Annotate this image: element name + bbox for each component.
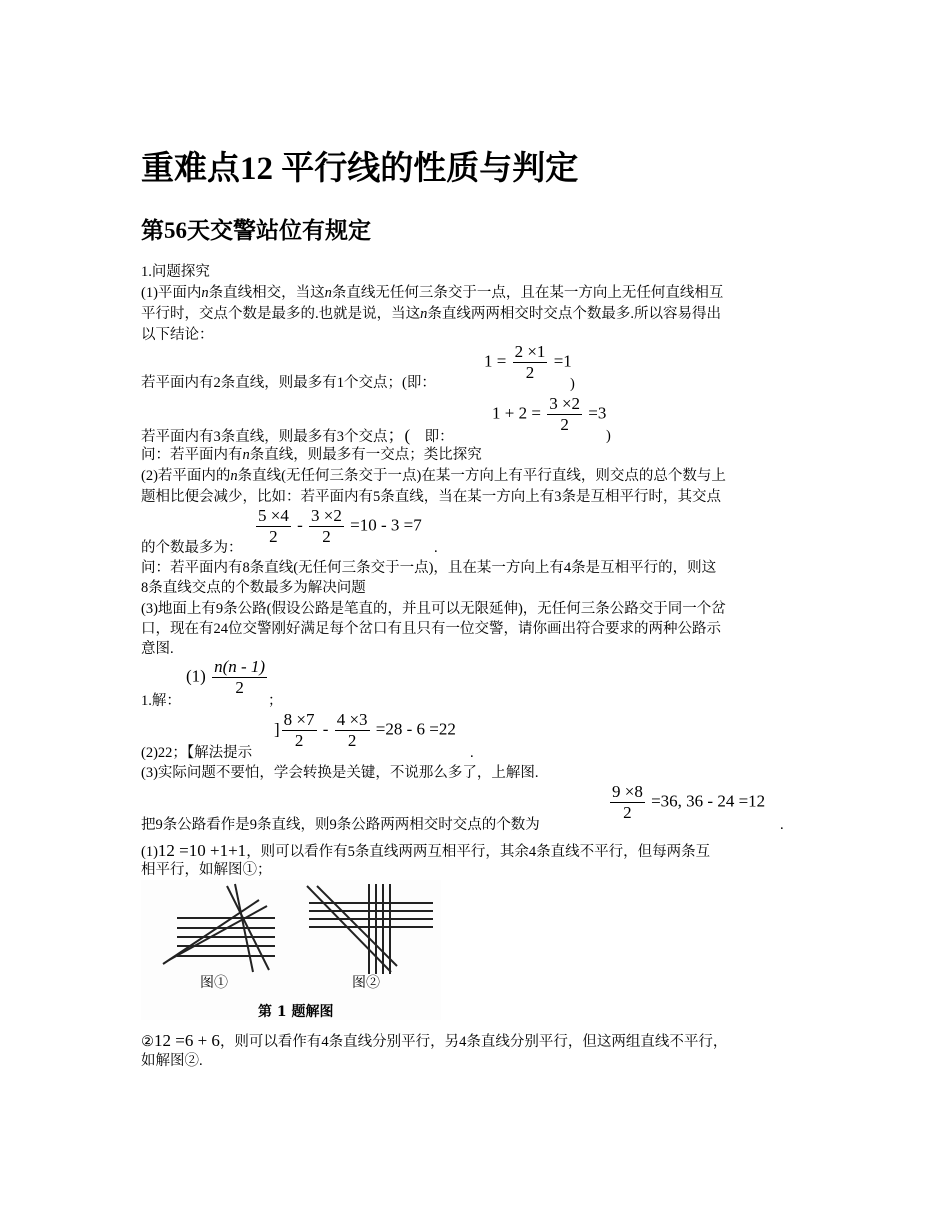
p2-line3: 的个数最多为： <box>141 540 243 556</box>
figure-caption: 第 1 题解图 <box>258 1004 334 1020</box>
answer-3-dot: . <box>780 817 784 833</box>
problem-heading: 1.问题探究 <box>141 264 210 280</box>
answer-2-formula: ] $\frac{8 \times 7}{2}$ - $\frac{4 \times 3}{2}$ =28 - 6 =22 <box>274 710 456 750</box>
p3-line1: (3)地面上有9条公路(假设公路是笔直的，并且可以无限延伸)，无任何三条公路交于同一个岔 <box>141 601 726 617</box>
solution-figure <box>141 880 441 1020</box>
p2-dot: . <box>434 540 438 556</box>
case-1-line2: 相平行，如解图①； <box>141 862 272 878</box>
formula-two-lines: 1 = $\frac{2 \times 1}{2}$ =1 <box>484 342 572 382</box>
section-subtitle: 第56天交警站位有规定 <box>141 218 371 243</box>
figure-2-label: 图② <box>352 975 380 991</box>
p2-line2: 题相比便会减少，比如：若平面内有5条直线，当在某一方向上有3条是互相平行时，其交点 <box>141 489 721 505</box>
question-2-line2: 8条直线交点的个数最多为解决问题 <box>141 580 366 596</box>
p1-line2: 平行时，交点个数是最多的.也就是说，当这n条直线两两相交时交点个数最多.所以容易得出 <box>141 306 721 322</box>
two-lines-text: 若平面内有2条直线，则最多有1个交点；(即： <box>141 375 436 391</box>
case-2-line1: ②12 =6 + 6，则可以看作有4条直线分别平行，另4条直线分别平行，但这两组直线不平行， <box>141 1031 728 1050</box>
p3-line3: 意图. <box>141 641 174 657</box>
question-2-line1: 问：若平面内有8条直线(无任何三条交于一点)，且在某一方向上有4条是互相平行的，则这 <box>141 560 717 576</box>
p3-line2: 口，现在有24位交警刚好满足每个岔口有且只有一位交警，请你画出符合要求的两种公路示 <box>141 621 721 637</box>
answer-1-semicolon: ； <box>268 693 283 709</box>
case-1-line1: (1)12 =10 +1+1，则可以看作有5条直线两两互相平行，其余4条直线不平行，但每两条互 <box>141 841 711 860</box>
three-lines-close: ) <box>606 428 611 444</box>
answer-3-formula: $\frac{9 \times 8}{2}$ =36, 36 - 24 =12 <box>612 782 766 822</box>
three-lines-text: 若平面内有3条直线，则最多有3个交点；( 即： <box>141 426 454 445</box>
answer-label: 1.解： <box>141 693 181 709</box>
formula-five-lines: $\frac{5 \times 4}{2}$ - $\frac{3 \times 2}{2}$ =10 - 3 =7 <box>258 506 422 546</box>
answer-1-formula: (1) $\frac{n(n - 1)}{2}$ <box>186 657 266 697</box>
case-2-line2: 如解图②. <box>141 1053 203 1069</box>
p2-line1: (2)若平面内的n条直线(无任何三条交于一点)在某一方向上有平行直线，则交点的总个数与上 <box>141 468 726 484</box>
answer-2-dot: . <box>470 745 474 761</box>
p1-line3: 以下结论： <box>141 327 214 343</box>
formula-three-lines: 1 + 2 = $\frac{3 \times 2}{2}$ =3 <box>492 394 607 434</box>
answer-2-text: (2)22；【解法提示 <box>141 745 253 761</box>
two-lines-close: ) <box>570 376 575 392</box>
page-title: 重难点12 平行线的性质与判定 <box>141 151 579 187</box>
answer-3-line1: (3)实际问题不要怕，学会转换是关键，不说那么多了，上解图. <box>141 765 539 781</box>
p1-line1: (1)平面内n条直线相交，当这n条直线无任何三条交于一点，且在某一方向上无任何直线相互 <box>141 285 724 301</box>
answer-3-line2: 把9条公路看作是9条直线，则9条公路两两相交时交点的个数为 <box>141 817 540 833</box>
figure-1-label: 图① <box>200 975 228 991</box>
question-1: 问：若平面内有n条直线，则最多有一交点；类比探究 <box>141 447 482 463</box>
var-n: n <box>201 285 209 301</box>
